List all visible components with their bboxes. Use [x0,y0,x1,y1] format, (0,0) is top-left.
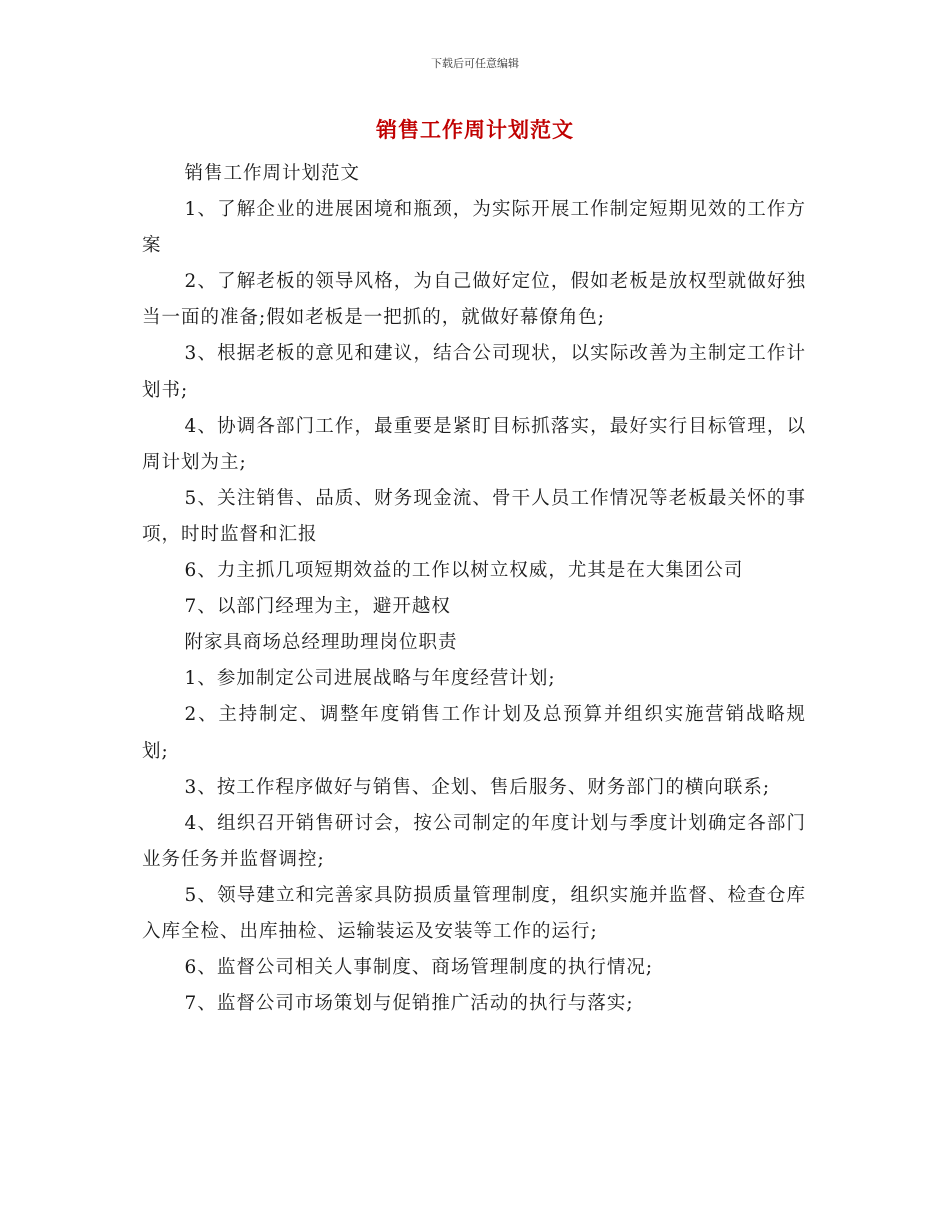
document-body [142,156,806,1022]
paragraph: 3、按工作程序做好与销售、企划、售后服务、财务部门的横向联系; [184,776,771,798]
paragraph: 7、监督公司市场策划与促销推广活动的执行与落实; [184,993,634,1015]
paragraph: 6、监督公司相关人事制度、商场管理制度的执行情况; [184,957,654,979]
paragraph: 4、组织召开销售研讨会，按公司制定的年度计划与季度计划确定各部门业务任务并监督调控; [142,812,806,870]
document-title: 销售工作周计划范文 [376,117,574,142]
section-heading: 附家具商场总经理助理岗位职责 [184,632,458,654]
paragraph: 1、参加制定公司进展战略与年度经营计划; [184,668,556,690]
paragraph-subtitle: 销售工作周计划范文 [184,163,361,184]
paragraph: 4、协调各部门工作，最重要是紧盯目标抓落实，最好实行目标管理，以周计划为主; [142,415,806,473]
header-note: 下载后可任意编辑 [431,57,519,70]
paragraph: 2、了解老板的领导风格，为自己做好定位，假如老板是放权型就做好独当一面的准备;假如老板是一把抓的，就做好幕僚角色; [142,271,806,329]
paragraph: 2、主持制定、调整年度销售工作计划及总预算并组织实施营销战略规划; [142,704,806,762]
paragraph: 6、力主抓几项短期效益的工作以树立权威，尤其是在大集团公司 [184,560,744,582]
paragraph: 1、了解企业的进展困境和瓶颈，为实际开展工作制定短期见效的工作方案 [142,199,806,257]
paragraph: 5、关注销售、品质、财务现金流、骨干人员工作情况等老板最关怀的事项，时时监督和汇报 [142,487,806,545]
paragraph: 3、根据老板的意见和建议，结合公司现状，以实际改善为主制定工作计划书; [142,343,806,401]
paragraph: 5、领导建立和完善家具防损质量管理制度，组织实施并监督、检查仓库入库全检、出库抽检、运输装运及安装等工作的运行; [142,884,806,942]
paragraph: 7、以部门经理为主，避开越权 [184,596,451,618]
